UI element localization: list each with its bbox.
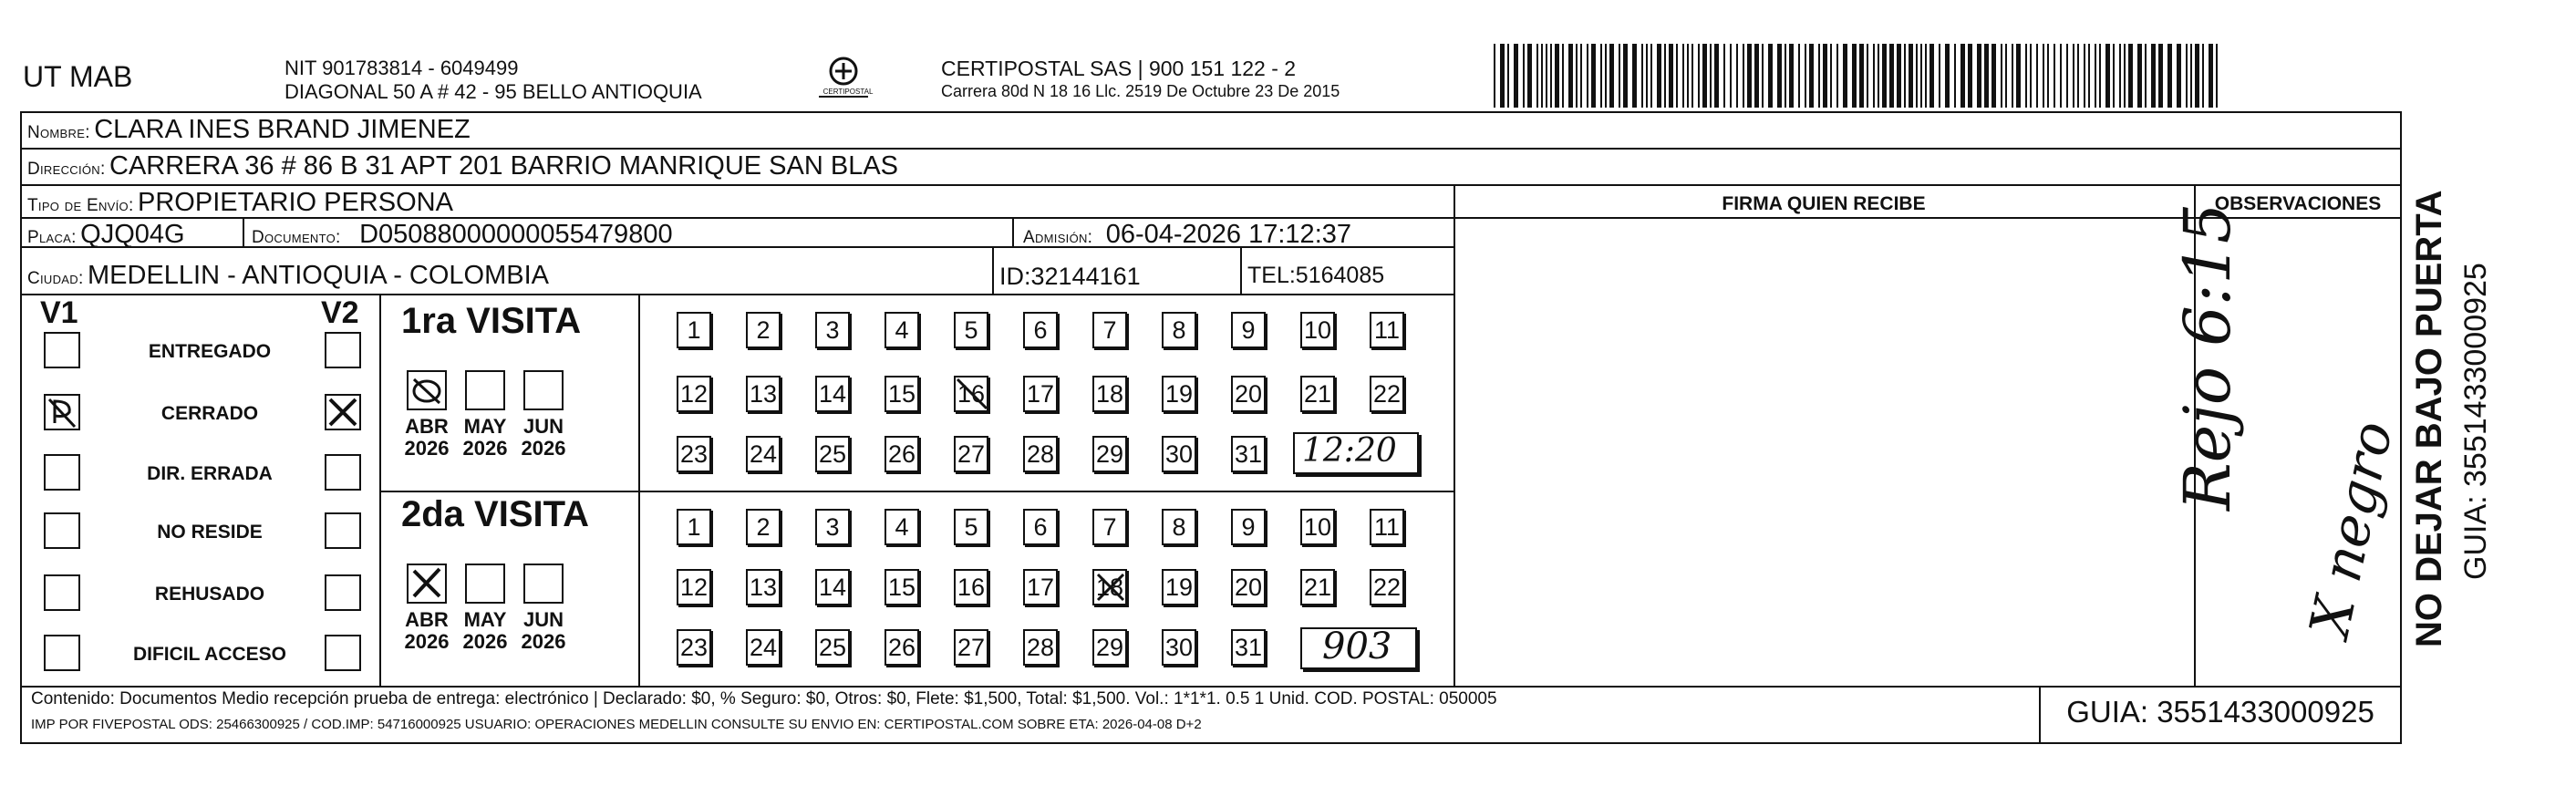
day-number: 14: [818, 574, 847, 601]
day-number: 29: [1095, 440, 1124, 468]
visit-2-day-12[interactable]: [677, 569, 711, 605]
visit-2-day-15[interactable]: [885, 569, 919, 605]
day-number: 31: [1234, 440, 1263, 468]
address-label: Dirección:: [27, 160, 106, 179]
visit-1-day-4[interactable]: [885, 312, 919, 348]
status-label: CERRADO: [160, 403, 259, 424]
plate-label: Placa:: [27, 228, 77, 247]
visit-2-day-4[interactable]: [885, 509, 919, 545]
visit-1-day-31[interactable]: [1231, 436, 1266, 472]
day-number: 13: [749, 380, 778, 408]
day-number: 6: [1033, 513, 1048, 541]
month-year: 2026: [521, 630, 566, 653]
day-number: 18: [1095, 380, 1124, 408]
visit-2-time-box: [1300, 627, 1417, 669]
visit-2-day-8[interactable]: [1162, 509, 1196, 545]
document-label: Documento:: [252, 228, 341, 247]
day-number: 16: [957, 380, 986, 408]
visit-1-day-17[interactable]: [1023, 376, 1058, 412]
visit-1-day-20[interactable]: [1231, 376, 1266, 412]
day-number: 24: [749, 440, 778, 468]
status-label: DIFICIL ACCESO: [132, 644, 286, 665]
day-number: 15: [887, 574, 916, 601]
day-number: 4: [895, 316, 909, 344]
observation-handwriting-2: X negro: [2298, 416, 2406, 643]
company-nit: NIT 901783814 - 6049499: [284, 57, 519, 79]
id-value: ID:32144161: [999, 263, 1141, 290]
admission-row: [1023, 220, 1351, 250]
day-number: 12: [679, 574, 709, 601]
day-number: 30: [1164, 634, 1194, 661]
day-number: 22: [1372, 380, 1402, 408]
visit-2-day-20[interactable]: [1231, 569, 1266, 605]
day-number: 8: [1172, 513, 1186, 541]
status-label: DIR. ERRADA: [147, 463, 273, 484]
visit-1-day-23[interactable]: [677, 436, 711, 472]
document-value: D05088000000055479800: [359, 220, 673, 249]
visit-2-month-checkbox[interactable]: [523, 564, 564, 604]
day-number: 21: [1303, 574, 1332, 601]
visit-2-day-29[interactable]: [1092, 629, 1127, 666]
visit-2-day-31[interactable]: [1231, 629, 1266, 666]
day-number: 19: [1164, 380, 1194, 408]
day-number: 25: [818, 440, 847, 468]
visit-1-time: 12:20: [1302, 432, 1397, 470]
observation-handwriting-1: Rejo 6:15: [2170, 202, 2245, 511]
visit-1-day-12[interactable]: [677, 376, 711, 412]
visit-2-day-16[interactable]: [954, 569, 988, 605]
visit-1-day-9[interactable]: [1231, 312, 1266, 348]
side-guia: GUIA: 3551433000925: [2458, 263, 2493, 580]
visit-2-time: 903: [1322, 626, 1392, 667]
side-warning: NO DEJAR BAJO PUERTA: [2409, 190, 2449, 647]
visit-1-day-14[interactable]: [815, 376, 850, 412]
day-number: 22: [1372, 574, 1402, 601]
day-number: 7: [1102, 513, 1117, 541]
visit-2-day-19[interactable]: [1162, 569, 1196, 605]
company-address: DIAGONAL 50 A # 42 - 95 BELLO ANTIOQUIA: [284, 80, 702, 103]
v2-header: V2: [321, 295, 359, 330]
day-number: 8: [1172, 316, 1186, 344]
visit-1-day-26[interactable]: [885, 436, 919, 472]
visit-1-day-18[interactable]: [1092, 376, 1127, 412]
v2-checkbox-5[interactable]: [325, 635, 361, 671]
day-number: 28: [1026, 634, 1055, 661]
month-year: 2026: [462, 437, 508, 460]
name-value: CLARA INES BRAND JIMENEZ: [94, 115, 471, 144]
plate-row: [27, 220, 185, 250]
day-number: 4: [895, 513, 909, 541]
footer-content: Contenido: Documentos Medio recepción prueba de entrega: electrónico | Declarado: $0, % Seguro: $0, Otros: $0, Flete: $1,500, Total: $1,500. Vol.: 1*1*1. 0.5 1 Unid. COD. POSTAL: 050005: [31, 689, 1497, 708]
day-number: 29: [1095, 634, 1124, 661]
day-number: 30: [1164, 440, 1194, 468]
visit-1-day-1[interactable]: [677, 312, 711, 348]
address-row: [27, 151, 898, 181]
visit-1-day-5[interactable]: [954, 312, 988, 348]
month-label: MAY: [463, 608, 507, 631]
visit-2-day-5[interactable]: [954, 509, 988, 545]
day-number: 28: [1026, 440, 1055, 468]
type-label: Tipo de Envío:: [27, 196, 134, 215]
visit-1-day-8[interactable]: [1162, 312, 1196, 348]
visit-1-day-28[interactable]: [1023, 436, 1058, 472]
v2-checkbox-2[interactable]: [325, 454, 361, 491]
day-number: 23: [679, 634, 709, 661]
v1-checkbox-1[interactable]: [44, 394, 80, 430]
day-number: 10: [1303, 513, 1332, 541]
day-number: 25: [818, 634, 847, 661]
type-row: [27, 188, 453, 218]
status-label: ENTREGADO: [148, 341, 272, 362]
day-number: 5: [964, 513, 978, 541]
day-number: 17: [1026, 380, 1055, 408]
day-number: 20: [1234, 380, 1263, 408]
carrier-name: CERTIPOSTAL SAS | 900 151 122 - 2: [941, 57, 1297, 80]
day-number: 14: [818, 380, 847, 408]
visit-1-day-11[interactable]: [1370, 312, 1404, 348]
company-name: UT MAB: [23, 60, 133, 93]
visit-1-day-22[interactable]: [1370, 376, 1404, 412]
visit-1-title: 1ra VISITA: [401, 301, 582, 341]
city-label: Ciudad:: [27, 269, 84, 288]
v1-checkbox-5[interactable]: [44, 635, 80, 671]
day-number: 27: [957, 440, 986, 468]
v1-header: V1: [40, 295, 78, 330]
visit-1-day-19[interactable]: [1162, 376, 1196, 412]
visit-2-month-checkbox[interactable]: [407, 564, 447, 604]
day-number: 1: [687, 316, 701, 344]
visit-1-day-13[interactable]: [746, 376, 781, 412]
day-number: 11: [1373, 513, 1401, 541]
logo-text: CERTIPOSTAL: [822, 88, 874, 96]
visit-2-day-11[interactable]: [1370, 509, 1404, 545]
carrier-address: Carrera 80d N 18 16 Llc. 2519 De Octubre 23 De 2015: [941, 82, 1340, 100]
visit-2-day-25[interactable]: [815, 629, 850, 666]
name-row: [27, 115, 471, 145]
day-number: 16: [957, 574, 986, 601]
visit-1-day-15[interactable]: [885, 376, 919, 412]
day-number: 23: [679, 440, 709, 468]
visit-2-day-1[interactable]: [677, 509, 711, 545]
day-number: 9: [1241, 316, 1256, 344]
visit-2-day-14[interactable]: [815, 569, 850, 605]
day-number: 7: [1102, 316, 1117, 344]
status-label: NO RESIDE: [157, 522, 263, 543]
city-value: MEDELLIN - ANTIOQUIA - COLOMBIA: [88, 261, 550, 290]
v2-checkbox-3[interactable]: [325, 512, 361, 549]
day-number: 31: [1234, 634, 1263, 661]
day-number: 1: [687, 513, 701, 541]
visit-1-day-10[interactable]: [1300, 312, 1335, 348]
visit-1-day-3[interactable]: [815, 312, 850, 348]
visit-1-day-30[interactable]: [1162, 436, 1196, 472]
visit-2-day-26[interactable]: [885, 629, 919, 666]
visit-2-day-27[interactable]: [954, 629, 988, 666]
visit-2-day-24[interactable]: [746, 629, 781, 666]
v1-checkbox-3[interactable]: [44, 512, 80, 549]
day-number: 10: [1303, 316, 1332, 344]
visit-1-month-checkbox[interactable]: [523, 370, 564, 410]
admission-label: Admisión:: [1023, 228, 1093, 247]
plate-value: QJQ04G: [80, 220, 185, 249]
day-number: 18: [1095, 574, 1124, 601]
footer-guia: GUIA: 3551433000925: [2066, 695, 2374, 729]
month-year: 2026: [462, 630, 508, 653]
day-number: 2: [756, 316, 771, 344]
type-value: PROPIETARIO PERSONA: [138, 188, 453, 217]
day-number: 5: [964, 316, 978, 344]
v2-checkbox-1[interactable]: [325, 394, 361, 430]
day-number: 9: [1241, 513, 1256, 541]
v1-checkbox-2[interactable]: [44, 454, 80, 491]
v2-checkbox-4[interactable]: [325, 574, 361, 611]
visit-1-day-29[interactable]: [1092, 436, 1127, 472]
visit-1-month-checkbox[interactable]: [407, 370, 447, 410]
visit-1-day-2[interactable]: [746, 312, 781, 348]
day-number: 13: [749, 574, 778, 601]
address-value: CARRERA 36 # 86 B 31 APT 201 BARRIO MANRIQUE SAN BLAS: [109, 151, 899, 181]
visit-1-time-box: [1293, 432, 1419, 474]
day-number: 3: [825, 513, 840, 541]
v2-checkbox-0[interactable]: [325, 332, 361, 368]
day-number: 24: [749, 634, 778, 661]
footer-imp: IMP POR FIVEPOSTAL ODS: 25466300925 / COD.IMP: 54716000925 USUARIO: OPERACIONES MEDELLIN CONSULTE SU ENVIO EN: CERTIPOSTAL.COM SOBRE ETA: 2026-04-08 D+2: [31, 717, 1202, 732]
day-number: 20: [1234, 574, 1263, 601]
document-row: [252, 220, 673, 250]
visit-2-day-17[interactable]: [1023, 569, 1058, 605]
day-number: 17: [1026, 574, 1055, 601]
visit-2-month-checkbox[interactable]: [465, 564, 505, 604]
month-year: 2026: [521, 437, 566, 460]
month-label: JUN: [522, 608, 564, 631]
v1-checkbox-0[interactable]: [44, 332, 80, 368]
visit-1-month-checkbox[interactable]: [465, 370, 505, 410]
day-number: 21: [1303, 380, 1332, 408]
visit-2-day-23[interactable]: [677, 629, 711, 666]
observations-header: OBSERVACIONES: [2214, 193, 2382, 214]
v1-checkbox-4[interactable]: [44, 574, 80, 611]
visit-2-day-13[interactable]: [746, 569, 781, 605]
day-number: 26: [887, 440, 916, 468]
visit-1-day-6[interactable]: [1023, 312, 1058, 348]
tel-value: TEL:5164085: [1247, 263, 1385, 288]
visit-2-day-21[interactable]: [1300, 569, 1335, 605]
certipostal-logo: [812, 53, 875, 108]
day-number: 11: [1373, 316, 1401, 344]
visit-2-day-7[interactable]: [1092, 509, 1127, 545]
visit-2-title: 2da VISITA: [401, 494, 589, 534]
visit-1-day-27[interactable]: [954, 436, 988, 472]
visit-1-day-21[interactable]: [1300, 376, 1335, 412]
admission-value: 06-04-2026 17:12:37: [1105, 220, 1352, 249]
visit-1-day-7[interactable]: [1092, 312, 1127, 348]
day-number: 3: [825, 316, 840, 344]
month-label: MAY: [463, 415, 507, 438]
month-label: ABR: [405, 608, 449, 631]
month-label: JUN: [522, 415, 564, 438]
day-number: 15: [887, 380, 916, 408]
visit-2-day-22[interactable]: [1370, 569, 1404, 605]
signature-header: FIRMA QUIEN RECIBE: [1722, 193, 1926, 214]
day-number: 19: [1164, 574, 1194, 601]
visit-2-day-18[interactable]: [1092, 569, 1127, 605]
visit-1-day-24[interactable]: [746, 436, 781, 472]
status-label: REHUSADO: [154, 584, 265, 605]
visit-2-day-3[interactable]: [815, 509, 850, 545]
visit-2-day-30[interactable]: [1162, 629, 1196, 666]
day-number: 26: [887, 634, 916, 661]
day-number: 6: [1033, 316, 1048, 344]
barcode: [1494, 44, 2223, 109]
visit-2-day-6[interactable]: [1023, 509, 1058, 545]
city-row: [27, 261, 549, 291]
day-number: 27: [957, 634, 986, 661]
day-number: 12: [679, 380, 709, 408]
visit-2-day-9[interactable]: [1231, 509, 1266, 545]
visit-2-day-10[interactable]: [1300, 509, 1335, 545]
visit-2-day-28[interactable]: [1023, 629, 1058, 666]
month-label: ABR: [405, 415, 449, 438]
visit-1-day-25[interactable]: [815, 436, 850, 472]
visit-2-day-2[interactable]: [746, 509, 781, 545]
name-label: Nombre:: [27, 123, 90, 142]
visit-1-day-16[interactable]: [954, 376, 988, 412]
day-number: 2: [756, 513, 771, 541]
month-year: 2026: [404, 437, 450, 460]
month-year: 2026: [404, 630, 450, 653]
